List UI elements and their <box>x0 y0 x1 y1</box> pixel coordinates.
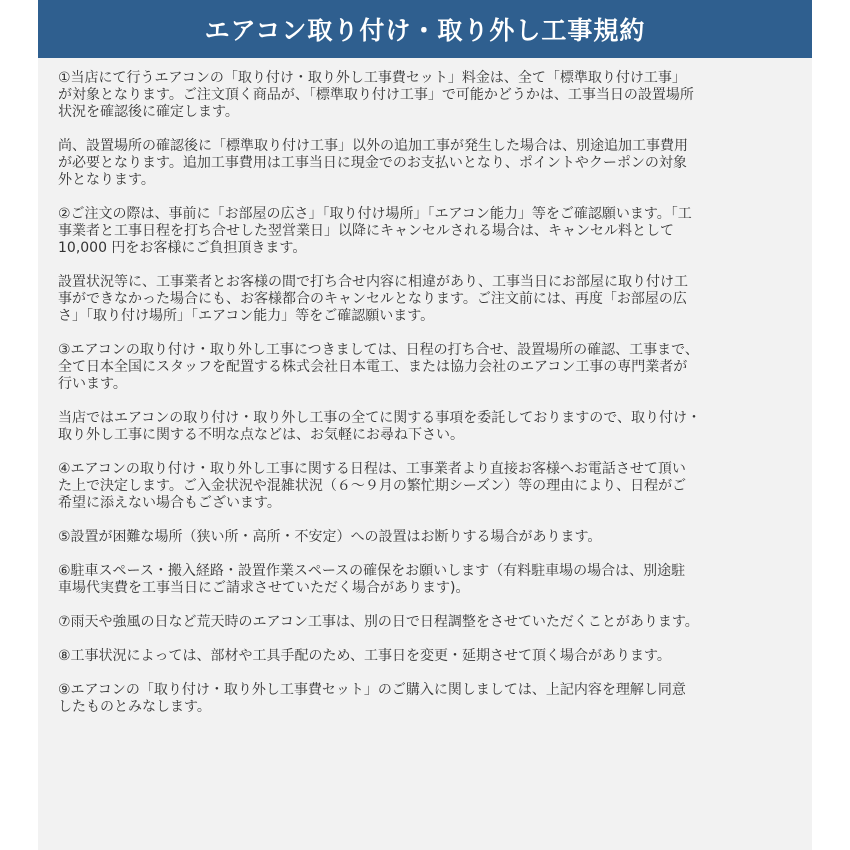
terms-paragraph-6: 当店ではエアコンの取り付け・取り外し工事の全てに関する事項を委託しておりますので、取り付け・ 取り外し工事に関する不明な点などは、お気軽にお尋ね下さい。 <box>58 410 702 443</box>
terms-paragraph-11: ⑧工事状況によっては、部材や工具手配のため、工事日を変更・延期させて頂く場合があります。 <box>58 648 671 664</box>
terms-paragraph-8: ⑤設置が困難な場所（狭い所・高所・不安定）への設置はお断りする場合があります。 <box>58 529 602 545</box>
terms-paragraph-4: 設置状況等に、工事業者とお客様の間で打ち合せ内容に相違があり、工事当日にお部屋に取り付け工 事ができなかった場合にも、お客様都合のキャンセルとなります。ご注文前には、再度「お部屋の広 さ」「取り付け場所」「エアコン能力」等をご確認願います。 <box>58 274 688 324</box>
terms-paragraph-5: ③エアコンの取り付け・取り外し工事につきましては、日程の打ち合せ、設置場所の確認、工事まで、 全て日本全国にスタッフを配置する株式会社日本電工、または協力会社のエアコン工事の専門業者が 行います。 <box>58 342 699 392</box>
terms-paragraph-7: ④エアコンの取り付け・取り外し工事に関する日程は、工事業者より直接お客様へお電話させて頂い た上で決定します。ご入金状況や混雑状況（６～９月の繁忙期シーズン）等の理由により、日程がご 希望に添えない場合もございます。 <box>58 461 687 511</box>
terms-paragraph-12: ⑨エアコンの「取り付け・取り外し工事費セット」のご購入に関しましては、上記内容を理解し同意 したものとみなします。 <box>58 682 686 715</box>
terms-paragraph-9: ⑥駐車スペース・搬入経路・設置作業スペースの確保をお願いします（有料駐車場の場合は、別途駐 車場代実費を工事当日にご請求させていただく場合があります)。 <box>58 563 686 596</box>
terms-paragraph-1: ①当店にて行うエアコンの「取り付け・取り外し工事費セット」料金は、全て「標準取り付け工事」 が対象となります。ご注文頂く商品が、「標準取り付け工事」で可能かどうかは、工事当日の設置場所 状況を確認後に確定します。 <box>58 70 694 120</box>
terms-content <box>58 70 798 733</box>
title-banner <box>38 0 812 58</box>
terms-paragraph-10: ⑦雨天や強風の日など荒天時のエアコン工事は、別の日で日程調整をさせていただくことがあります。 <box>58 614 699 630</box>
page-title: エアコン取り付け・取り外し工事規約 <box>204 16 646 45</box>
terms-paragraph-3: ②ご注文の際は、事前に「お部屋の広さ」「取り付け場所」「エアコン能力」等をご確認願います。「工 事業者と工事日程を打ち合せした翌営業日」以降にキャンセルされる場合は、キャンセル料として 10,000 円をお客様にご負担頂きます。 <box>58 206 692 256</box>
terms-paragraph-2: 尚、設置場所の確認後に「標準取り付け工事」以外の追加工事が発生した場合は、別途追加工事費用 が必要となります。追加工事費用は工事当日に現金でのお支払いとなり、ポイントやクーポンの対象 外となります。 <box>58 138 688 188</box>
